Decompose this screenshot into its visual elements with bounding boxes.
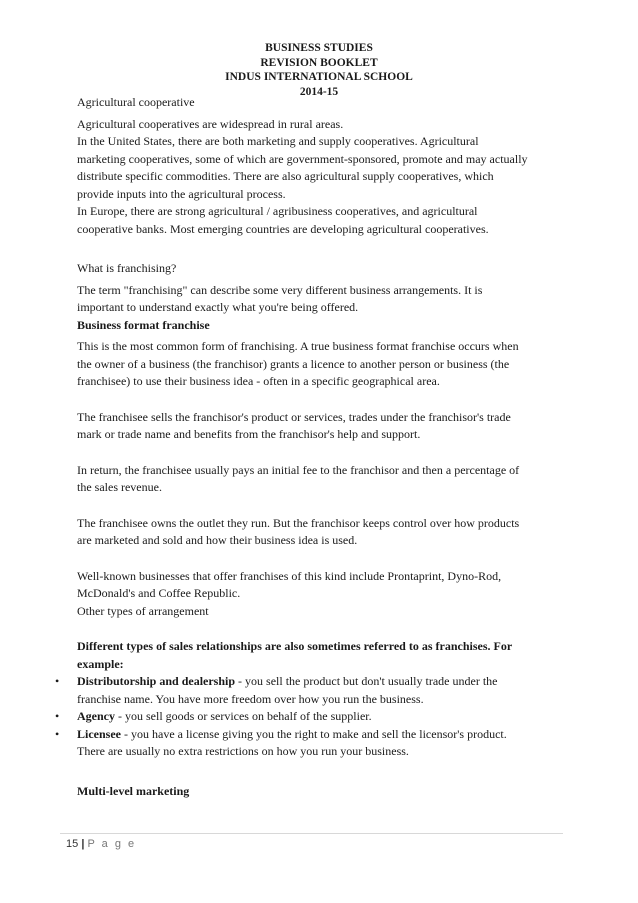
page-footer [66, 838, 136, 850]
multi-level-marketing-heading: Multi-level marketing [77, 783, 190, 798]
bullet-icon: • [55, 709, 60, 723]
header-booklet: REVISION BOOKLET [260, 56, 378, 69]
list-item: • Distributorship and dealership - you sell the product but don't usually trade under the franchise name. You have more freedom over how you run the business. [55, 674, 498, 706]
page-number: 15 [66, 838, 79, 850]
list-item: • Licensee - you have a license giving you the right to make and sell the licensor's product. There are usually no extra restrictions on how you run your business. [55, 726, 507, 758]
list-item-term: Agency [77, 709, 115, 723]
list-item-term: Licensee [77, 726, 121, 741]
bullet-icon: • [55, 674, 60, 688]
cooperative-paragraph: Agricultural cooperatives are widespread in rural areas. In the United States, there are both marketing and supply cooperatives. Agricultural marketing cooperatives, some of which are government-sponsored, promote and may actually distribute specific commodities. There are also agricultural supply cooperatives, which provide inputs into the agricultural process. In Europe, there are strong agricultural / agribusiness cooperatives, and agricultural cooperative banks. Most emerging countries are developing agricultural cooperatives. [77, 116, 528, 236]
header-school: INDUS INTERNATIONAL SCHOOL [225, 71, 413, 83]
section-title-cooperative: Agricultural cooperative [77, 95, 195, 109]
sales-relationships-intro: Different types of sales relationships are also sometimes referred to as franchises. For example: [77, 639, 513, 671]
franchising-intro: The term "franchising" can describe some very different business arrangements. It is important to understand exactly what you're being offered. [77, 282, 483, 314]
list-item-term: Distributorship and dealership [77, 674, 236, 688]
header-year: 2014-15 [299, 85, 339, 98]
document-body [55, 94, 567, 800]
footer-divider [60, 833, 563, 834]
other-types-heading: Other types of arrangement [77, 603, 209, 618]
header-subject: BUSINESS STUDIES [265, 42, 373, 54]
franchise-paragraph-4: The franchisee owns the outlet they run. But the franchisor keeps control over how products are marketed and sold and how their business idea is used. [77, 515, 520, 547]
franchise-paragraph-5: Well-known businesses that offer franchises of this kind include Prontaprint, Dyno-Rod, McDonald's and Coffee Republic. Other types of arrangement [77, 568, 567, 621]
page-label: P a g e [87, 838, 137, 850]
list-item: • Agency - you sell goods or services on behalf of the supplier. [77, 708, 567, 726]
bullet-icon: • [55, 726, 60, 741]
franchise-paragraph-3: In return, the franchisee usually pays an initial fee to the franchisor and then a percentage of the sales revenue. [77, 462, 520, 494]
footer-separator: | [81, 838, 85, 850]
arrangement-list [55, 673, 567, 761]
franchising-question: What is franchising? [77, 261, 177, 275]
page-header [0, 41, 638, 99]
franchise-paragraph-2: The franchisee sells the franchisor's product or services, trades under the franchisor's trade mark or trade name and benefits from the franchisor's help and support. [77, 409, 511, 441]
business-format-heading: Business format franchise [77, 317, 210, 332]
franchise-paragraph-1: This is the most common form of franchising. A true business format franchise occurs when the owner of a business (the franchisor) grants a licence to another person or business (the franchisee) to use their business idea - often in a specific geographical area. [77, 339, 519, 388]
